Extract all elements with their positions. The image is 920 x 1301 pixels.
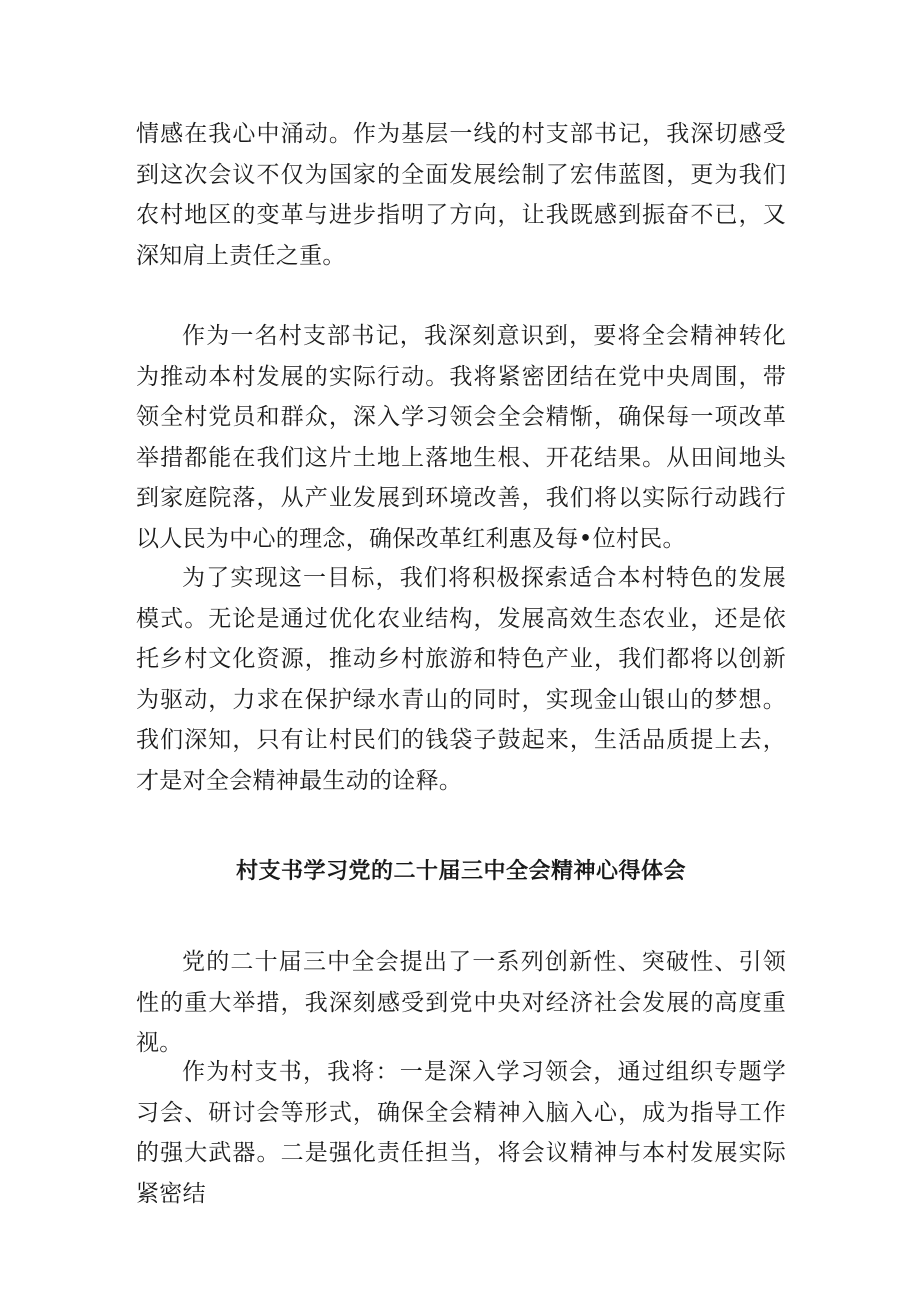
- section-heading: 村支书学习党的二十届三中全会精神心得体会: [235, 859, 686, 884]
- paragraph-4: 党的二十届三中全会提出了一系列创新性、突破性、引领性的重大举措，我深刻感受到党中央对经济社会发展的高度重视。: [136, 949, 786, 1056]
- paragraph-1: 情感在我心中涌动。作为基层一线的村支部书记，我深切感受到这次会议不仅为国家的全面发展绘制了宏伟蓝图，更为我们农村地区的变革与进步指明了方向，让我既感到振奋不已，又深知肩上责任之重。: [136, 121, 786, 269]
- paragraph-5: 作为村支书，我将：一是深入学习领会，通过组织专题学习会、研讨会等形式，确保全会精神入脑入心，成为指导工作的强大武器。二是强化责任担当，将会议精神与本村发展实际紧密结: [136, 1059, 786, 1207]
- paragraph-3: 为了实现这一目标，我们将积极探索适合本村特色的发展模式。无论是通过优化农业结构，发展高效生态农业，还是依托乡村文化资源，推动乡村旅游和特色产业，我们都将以创新为驱动，力求在保护绿水青山的同时，实现金山银山的梦想。我们深知，只有让村民们的钱袋子鼓起来，生活品质提上去，才是对全会精神最生动的诠释。: [136, 565, 786, 794]
- paragraph-2: 作为一名村支部书记，我深刻意识到，要将全会精神转化为推动本村发展的实际行动。我将紧密团结在党中央周围，带领全村党员和群众，深入学习领会全会精惭，确保每一项改革举措都能在我们这片土地上落地生根、开花结果。从田间地头到家庭院落，从产业发展到环境改善，我们将以实际行动践行以人民为中心的理念，确保改革红利惠及每•位村民。: [136, 323, 786, 552]
